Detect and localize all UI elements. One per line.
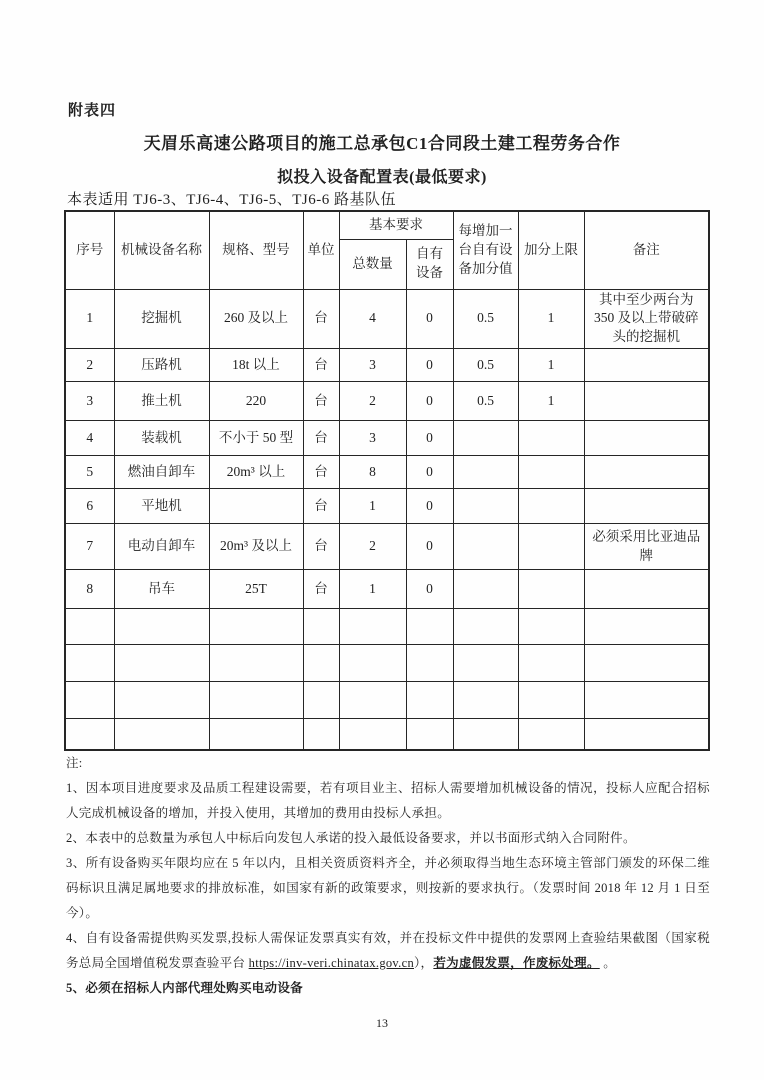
document-subtitle: 拟投入设备配置表(最低要求) <box>277 169 487 186</box>
cell-bonus-cap <box>518 421 584 456</box>
table-row <box>65 456 709 489</box>
cell-unit <box>303 682 339 719</box>
col-header-total: 总数量 <box>339 239 406 289</box>
cell-own <box>406 682 453 719</box>
note4-warning-text: 若为虚假发票，作废标处理。 <box>433 956 600 970</box>
cell-spec: 220 <box>209 382 303 421</box>
cell-remark <box>584 382 709 421</box>
cell-unit: 台 <box>303 289 339 349</box>
cell-own: 0 <box>406 349 453 382</box>
notes-section <box>66 751 710 1001</box>
note4-text-mid: ）， <box>414 956 434 970</box>
cell-seq: 1 <box>65 289 114 349</box>
cell-name: 平地机 <box>114 489 209 524</box>
cell-name: 推土机 <box>114 382 209 421</box>
document-title: 天眉乐高速公路项目的施工总承包C1合同段土建工程劳务合作 <box>143 134 621 153</box>
cell-remark: 其中至少两台为 350 及以上带破碎头的挖掘机 <box>584 289 709 349</box>
cell-spec: 不小于 50 型 <box>209 421 303 456</box>
cell-remark <box>584 645 709 682</box>
note4-text-start: 4、自有设备需提供购买发票,投标人需保证发票真实有效，并在投标文件中提供的发票网上查验结果截图（国家税务总局全国增值税发票查验平台 <box>66 931 710 970</box>
cell-unit <box>303 719 339 750</box>
cell-spec: 20m³ 以上 <box>209 456 303 489</box>
cell-unit <box>303 609 339 645</box>
cell-name: 挖掘机 <box>114 289 209 349</box>
cell-own: 0 <box>406 421 453 456</box>
cell-own <box>406 645 453 682</box>
cell-spec <box>209 645 303 682</box>
cell-bonus-per <box>453 609 518 645</box>
cell-spec <box>209 489 303 524</box>
note-item-2: 2、本表中的总数量为承包人中标后向发包人承诺的投入最低设备要求，并以书面形式纳入合同附件。 <box>66 831 636 845</box>
cell-bonus-per <box>453 645 518 682</box>
cell-spec <box>209 719 303 750</box>
cell-seq <box>65 682 114 719</box>
cell-bonus-per: 0.5 <box>453 349 518 382</box>
cell-seq: 8 <box>65 570 114 609</box>
cell-bonus-cap: 1 <box>518 382 584 421</box>
table-row <box>65 682 709 719</box>
cell-seq <box>65 719 114 750</box>
cell-bonus-per <box>453 524 518 570</box>
cell-name <box>114 609 209 645</box>
table-row <box>65 421 709 456</box>
cell-name: 电动自卸车 <box>114 524 209 570</box>
equipment-table <box>64 210 710 751</box>
table-row <box>65 719 709 750</box>
cell-seq: 3 <box>65 382 114 421</box>
cell-name: 燃油自卸车 <box>114 456 209 489</box>
cell-bonus-cap: 1 <box>518 289 584 349</box>
cell-total <box>339 609 406 645</box>
col-header-seq: 序号 <box>65 211 114 289</box>
cell-unit: 台 <box>303 421 339 456</box>
cell-total: 3 <box>339 349 406 382</box>
cell-own: 0 <box>406 456 453 489</box>
appendix-label: 附表四 <box>68 103 117 119</box>
cell-spec: 20m³ 及以上 <box>209 524 303 570</box>
cell-spec <box>209 682 303 719</box>
cell-bonus-cap <box>518 456 584 489</box>
cell-spec: 18t 以上 <box>209 349 303 382</box>
cell-remark: 必须采用比亚迪品牌 <box>584 524 709 570</box>
col-header-bonus-per: 每增加一台自有设备加分值 <box>453 211 518 289</box>
cell-name: 装载机 <box>114 421 209 456</box>
cell-remark <box>584 349 709 382</box>
table-row <box>65 349 709 382</box>
cell-own: 0 <box>406 382 453 421</box>
col-header-own: 自有设备 <box>406 239 453 289</box>
col-header-basic-group: 基本要求 <box>339 211 453 239</box>
cell-unit <box>303 645 339 682</box>
table-row <box>65 489 709 524</box>
cell-total <box>339 719 406 750</box>
cell-bonus-per <box>453 421 518 456</box>
cell-remark <box>584 719 709 750</box>
cell-seq: 2 <box>65 349 114 382</box>
notes-label: 注: <box>66 756 83 770</box>
col-header-remark: 备注 <box>584 211 709 289</box>
table-row <box>65 609 709 645</box>
cell-unit: 台 <box>303 570 339 609</box>
cell-name <box>114 719 209 750</box>
table-row <box>65 289 709 349</box>
cell-remark <box>584 682 709 719</box>
cell-own: 0 <box>406 570 453 609</box>
cell-remark <box>584 421 709 456</box>
cell-bonus-cap <box>518 682 584 719</box>
cell-total: 1 <box>339 489 406 524</box>
col-header-bonus-cap: 加分上限 <box>518 211 584 289</box>
table-row <box>65 570 709 609</box>
note4-text-end: 。 <box>599 956 616 970</box>
cell-spec: 260 及以上 <box>209 289 303 349</box>
table-row <box>65 645 709 682</box>
cell-seq: 6 <box>65 489 114 524</box>
cell-total: 1 <box>339 570 406 609</box>
cell-bonus-cap <box>518 524 584 570</box>
table-row <box>65 524 709 570</box>
cell-unit: 台 <box>303 456 339 489</box>
cell-bonus-per: 0.5 <box>453 289 518 349</box>
cell-spec <box>209 609 303 645</box>
cell-bonus-cap: 1 <box>518 349 584 382</box>
cell-bonus-per <box>453 489 518 524</box>
cell-own: 0 <box>406 489 453 524</box>
cell-bonus-cap <box>518 489 584 524</box>
cell-bonus-per <box>453 719 518 750</box>
cell-unit: 台 <box>303 489 339 524</box>
cell-bonus-cap <box>518 645 584 682</box>
cell-total <box>339 682 406 719</box>
cell-bonus-cap <box>518 719 584 750</box>
cell-unit: 台 <box>303 382 339 421</box>
cell-total: 2 <box>339 382 406 421</box>
cell-remark <box>584 609 709 645</box>
cell-name: 压路机 <box>114 349 209 382</box>
cell-bonus-cap <box>518 570 584 609</box>
cell-name <box>114 645 209 682</box>
cell-remark <box>584 570 709 609</box>
cell-seq: 4 <box>65 421 114 456</box>
cell-total <box>339 645 406 682</box>
note-item-3: 3、所有设备购买年限均应在 5 年以内，且相关资质资料齐全，并必须取得当地生态环境主管部门颁发的环保二维码标识且满足属地要求的排放标准，如国家有新的政策要求，则按新的要求执行。（发票时间 2018 年 12 月 1 日至今）。 <box>66 856 710 920</box>
note4-url-link[interactable]: https://inv-veri.chinatax.gov.cn <box>248 956 414 970</box>
col-header-name: 机械设备名称 <box>114 211 209 289</box>
cell-bonus-per: 0.5 <box>453 382 518 421</box>
cell-total: 8 <box>339 456 406 489</box>
table-row <box>65 382 709 421</box>
cell-unit: 台 <box>303 349 339 382</box>
cell-remark <box>584 456 709 489</box>
cell-spec: 25T <box>209 570 303 609</box>
cell-name: 吊车 <box>114 570 209 609</box>
cell-total: 3 <box>339 421 406 456</box>
note-item-5: 5、必须在招标人内部代理处购买电动设备 <box>66 981 303 995</box>
col-header-spec: 规格、型号 <box>209 211 303 289</box>
cell-bonus-cap <box>518 609 584 645</box>
cell-bonus-per <box>453 682 518 719</box>
cell-own <box>406 719 453 750</box>
cell-seq: 7 <box>65 524 114 570</box>
table-scope-line: 本表适用 TJ6-3、TJ6-4、TJ6-5、TJ6-6 路基队伍 <box>67 192 396 208</box>
cell-name <box>114 682 209 719</box>
cell-total: 2 <box>339 524 406 570</box>
cell-remark <box>584 489 709 524</box>
col-header-unit: 单位 <box>303 211 339 289</box>
page-number: 13 <box>376 1016 388 1030</box>
equipment-table-body <box>65 289 709 750</box>
cell-own <box>406 609 453 645</box>
cell-own: 0 <box>406 289 453 349</box>
cell-seq: 5 <box>65 456 114 489</box>
cell-own: 0 <box>406 524 453 570</box>
cell-total: 4 <box>339 289 406 349</box>
note-item-4 <box>66 926 710 976</box>
cell-seq <box>65 645 114 682</box>
cell-unit: 台 <box>303 524 339 570</box>
cell-bonus-per <box>453 570 518 609</box>
cell-bonus-per <box>453 456 518 489</box>
cell-seq <box>65 609 114 645</box>
note-item-1: 1、因本项目进度要求及品质工程建设需要，若有项目业主、招标人需要增加机械设备的情况，投标人应配合招标人完成机械设备的增加，并投入使用，其增加的费用由投标人承担。 <box>66 781 710 820</box>
